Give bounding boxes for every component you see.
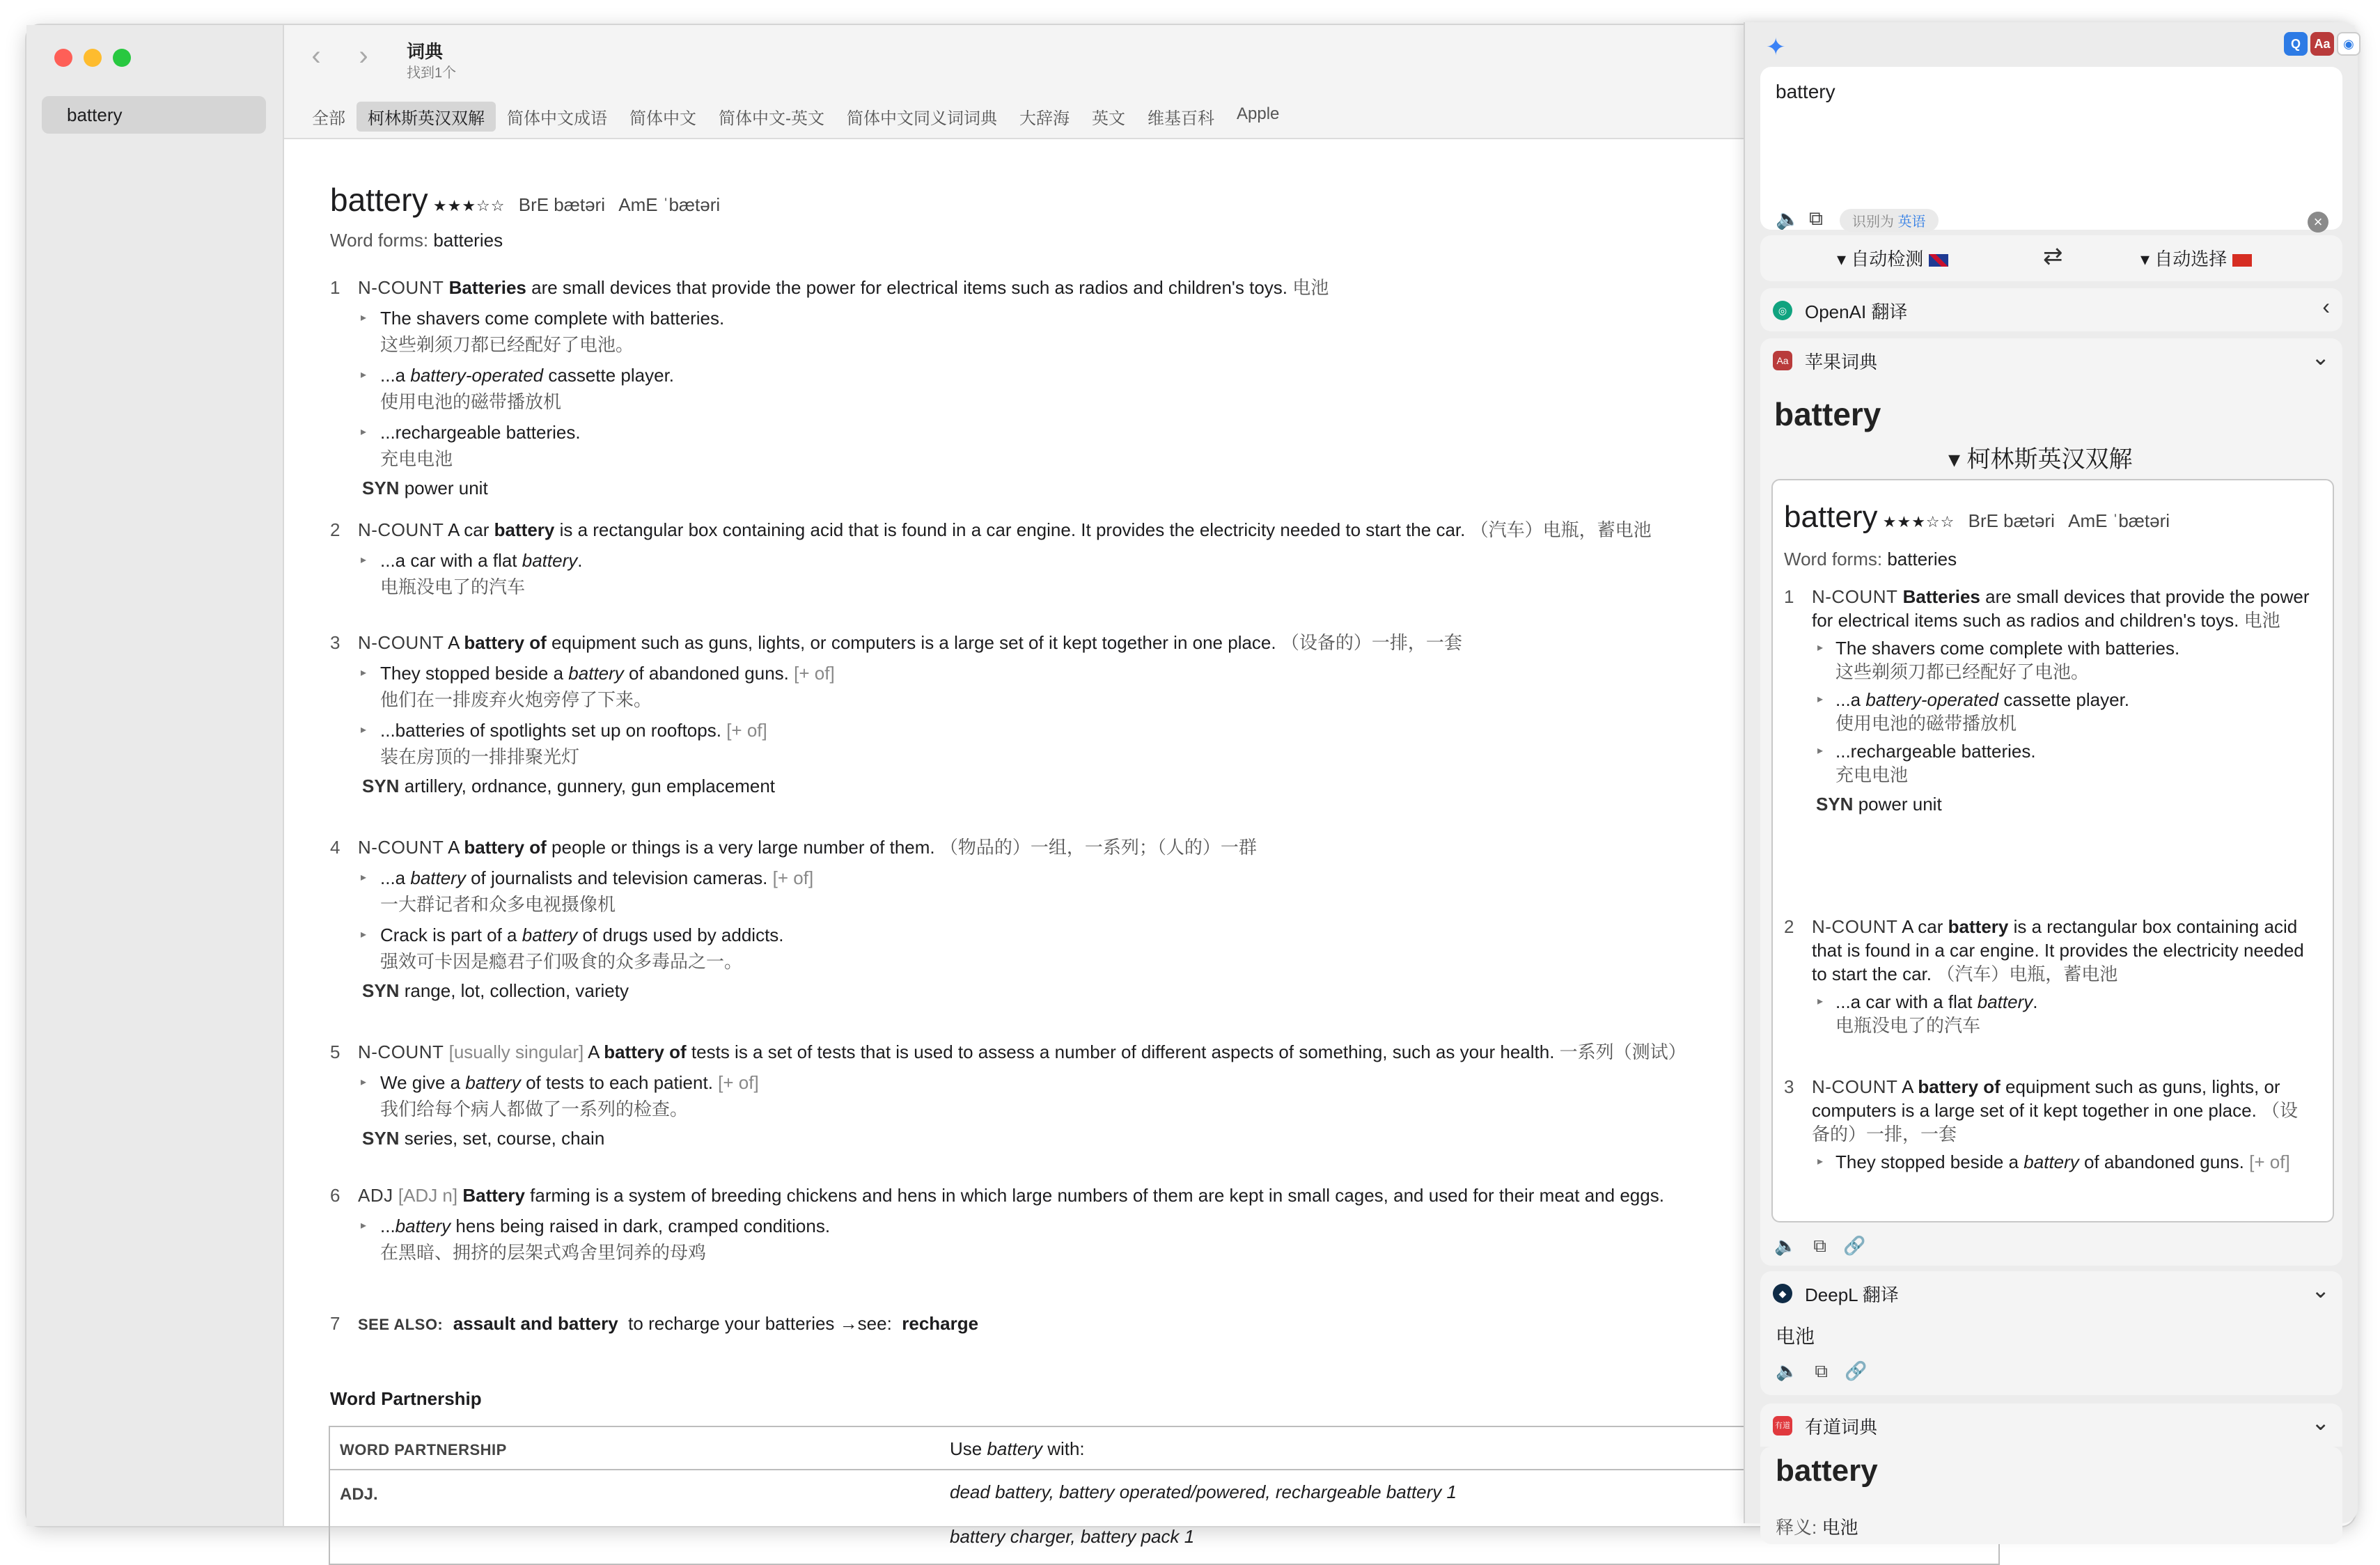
def-keyword: Batteries (1902, 586, 1980, 607)
example-en-post: of abandoned guns. (2078, 1151, 2244, 1172)
example-en-post: cassette player. (1998, 689, 2130, 710)
example-italic: battery (522, 550, 578, 571)
sense-number: 2 (330, 519, 340, 540)
synonym-list: artillery, ordnance, gunnery, gun emplacement (404, 776, 776, 796)
link-icon[interactable]: 🔗 (1844, 1360, 1868, 1381)
frequency-stars: ★★★☆☆ (432, 197, 506, 214)
dictionary-entry-frame (1771, 479, 2334, 1222)
minimize-window-button[interactable] (84, 49, 102, 67)
example-italic: battery (465, 1072, 521, 1093)
result-toolbar (1774, 1235, 1882, 1257)
result-word: battery (1774, 396, 1881, 432)
table-cell: battery charger, battery pack 1 (950, 1526, 1195, 1547)
def-text: equipment such as guns, lights, or computers is a large set of it kept together in one place. (551, 632, 1276, 653)
youdao-icon: 有道 (1773, 1416, 1792, 1436)
speaker-icon[interactable]: 🔈 (1776, 1360, 1799, 1381)
pron-ame: AmE ˈbætəri (2068, 510, 2170, 531)
copy-icon[interactable]: ⧉ (1815, 1360, 1828, 1381)
see-also-link[interactable]: assault and battery (453, 1313, 618, 1334)
example-en: They stopped beside a (380, 663, 569, 684)
def-pre: A car (448, 519, 490, 540)
example-en: They stopped beside a (1835, 1151, 2024, 1172)
tab-collins[interactable]: 柯林斯英汉双解 (357, 102, 496, 132)
example-en: ...a (380, 365, 411, 386)
word-forms-label: Word forms: (1784, 549, 1883, 569)
example-zh: 他们在一排废弃火炮旁停了下来。 (380, 689, 652, 710)
def-chinese: 一系列（测试） (1559, 1041, 1686, 1062)
def-keyword: battery of (464, 632, 547, 653)
apple-dictionary-icon: Aa (1773, 351, 1792, 370)
youdao-result (1760, 1447, 2342, 1544)
example-zh: 使用电池的磁带播放机 (1835, 713, 2017, 734)
synonyms: SYN range, lot, collection, variety (362, 980, 629, 1001)
example-en: Crack is part of a (380, 925, 522, 945)
tab-all[interactable]: 全部 (312, 109, 345, 128)
def-keyword: Battery (462, 1185, 525, 1206)
sense-number: 3 (1784, 1076, 1794, 1097)
word-forms-value: batteries (1887, 549, 1957, 569)
pos-label: ADJ (358, 1185, 393, 1206)
chrome-icon[interactable]: ◉ (2337, 32, 2361, 56)
example-italic: battery-operated (410, 365, 544, 386)
result-toolbar (1776, 1360, 1884, 1383)
example-en-post: of abandoned guns. (623, 663, 789, 684)
example-italic: battery (568, 663, 624, 684)
apple-dict-service-header[interactable] (1760, 338, 2342, 382)
openai-service-header[interactable] (1760, 288, 2342, 331)
definition-label: 释义: (1776, 1517, 1817, 1538)
def-text: equipment such as guns, lights, or computers is a large set of it kept together in one place. (1812, 1076, 2280, 1121)
detect-language: 英语 (1897, 214, 1926, 230)
pos-label: N-COUNT (358, 1041, 444, 1062)
word-forms-label: Word forms: (330, 230, 429, 251)
input-card (1760, 67, 2342, 230)
table-cell: dead battery, battery operated/powered, rechargeable battery 1 (950, 1481, 1457, 1502)
synonyms: SYN power unit (1816, 794, 1942, 815)
example-en-post: of journalists and television cameras. (465, 867, 768, 888)
example-en: ...batteries of spotlights set up on rooftops. (380, 720, 721, 741)
def-pre: A car (1902, 916, 1943, 937)
sense-number: 3 (330, 632, 340, 653)
example-en-post: of drugs used by addicts. (577, 925, 784, 945)
grammar-note: [+ of] (718, 1072, 759, 1093)
grammar-note: [+ of] (794, 663, 835, 684)
def-keyword: battery of (604, 1041, 687, 1062)
example-zh: 电瓶没电了的汽车 (1835, 1015, 1981, 1036)
def-pre: A (588, 1041, 599, 1062)
example-zh: 使用电池的磁带播放机 (380, 391, 562, 412)
def-text: is a rectangular box containing acid that is found in a car engine. It provides the electricity needed to start the car. (559, 519, 1466, 540)
def-keyword: battery (1948, 916, 2009, 937)
dictionary-name: ▾ 柯林斯英汉双解 (1948, 446, 2133, 473)
def-chinese: （物品的）一组，一系列；（人的）一群 (939, 837, 1257, 858)
sense-1 (1784, 585, 2313, 816)
source-language-select[interactable]: ▾ 自动检测 (1837, 245, 1948, 271)
deepl-result (1760, 1314, 2342, 1395)
pron-bre: BrE bætəri (518, 194, 605, 215)
grammar-note: [+ of] (772, 867, 814, 888)
chevron-down-icon[interactable]: ⌄ (2311, 1277, 2330, 1303)
language-selector (1760, 235, 2342, 281)
pos-label: N-COUNT (358, 277, 444, 298)
pos-label: N-COUNT (1812, 1076, 1898, 1097)
detect-label: 识别为 (1852, 214, 1894, 230)
tab-thesaurus[interactable]: 简体中文同义词词典 (847, 109, 997, 128)
copy-icon[interactable]: ⧉ (1813, 1235, 1826, 1256)
sense-number: 2 (1784, 916, 1794, 937)
target-language-label: 自动选择 (2154, 249, 2228, 269)
def-chinese: （汽车）电瓶，蓄电池 (1470, 519, 1652, 540)
synonyms: SYN power unit (362, 478, 488, 498)
result-count: 找到1个 (407, 65, 457, 81)
col2-italic: battery (987, 1438, 1042, 1459)
example-zh: 电瓶没电了的汽车 (380, 576, 526, 597)
example-zh: 这些剃须刀都已经配好了电池。 (380, 334, 634, 355)
synonyms: SYN series, set, course, chain (362, 1128, 605, 1149)
example-en: ...a car with a flat (1835, 991, 1978, 1012)
pos-label: N-COUNT (358, 519, 444, 540)
pos-label: N-COUNT (1812, 916, 1898, 937)
col2-post: with: (1042, 1438, 1085, 1459)
result-word: battery (1776, 1454, 1878, 1488)
tab-english[interactable]: 英文 (1092, 109, 1125, 128)
example-en: ...a (1835, 689, 1866, 710)
china-flag-icon (2232, 254, 2252, 267)
example-en: ...a (380, 867, 411, 888)
service-name: 苹果词典 (1805, 352, 1878, 372)
example (1784, 739, 2313, 787)
see-also-label: SEE ALSO: (358, 1316, 444, 1333)
col2-pre: Use (950, 1438, 987, 1459)
example-zh: 充电电池 (1835, 764, 1909, 785)
word-partnership-heading: Word Partnership (330, 1388, 482, 1409)
synonym-list: power unit (1858, 794, 1942, 815)
example-zh: 这些剃须刀都已经配好了电池。 (1835, 661, 2090, 682)
def-chinese: （设备的）一排，一套 (1281, 632, 1462, 653)
service-name: OpenAI 翻译 (1805, 301, 1908, 322)
tab-idioms[interactable]: 简体中文成语 (507, 109, 607, 128)
sense-number: 6 (330, 1185, 340, 1206)
example (1784, 990, 2313, 1037)
openai-icon: ◎ (1773, 301, 1792, 320)
sense-3 (1784, 1075, 2313, 1174)
definition-text: 电池 (1822, 1517, 1858, 1538)
copy-icon[interactable]: ⧉ (1809, 207, 1823, 229)
table-col2-header (950, 1436, 1085, 1462)
synonym-list: series, set, course, chain (404, 1128, 605, 1149)
chevron-left-icon[interactable]: ‹ (2322, 294, 2330, 319)
headword-row (330, 182, 721, 219)
headword: battery (330, 182, 428, 218)
example-italic: battery (522, 925, 578, 945)
word-forms (1784, 547, 1957, 571)
def-text: are small devices that provide the power for electrical items such as radios and children's toys. (531, 277, 1288, 298)
example-zh: 我们给每个病人都做了一系列的检查。 (380, 1099, 689, 1119)
def-chinese: （设备的）一排，一套 (1812, 1100, 2299, 1145)
def-text: is a rectangular box containing acid that is found in a car engine. It provides the electricity needed to start the car. (1812, 916, 2304, 984)
word-forms (330, 227, 503, 253)
apple-dict-result (1760, 382, 2342, 1266)
def-chinese: 电池 (2244, 610, 2280, 631)
example-en-post: . (577, 550, 583, 571)
tab-wikipedia[interactable]: 维基百科 (1148, 109, 1214, 128)
chevron-down-icon[interactable]: ⌄ (2311, 345, 2330, 370)
example-zh: 充电电池 (380, 448, 453, 469)
example-zh: 强效可卡因是瘾君子们吸食的众多毒品之一。 (380, 951, 743, 972)
youdao-service-header[interactable] (1760, 1403, 2342, 1447)
query-input[interactable]: battery (1776, 81, 1835, 102)
see-also-text: to recharge your batteries →see: (628, 1313, 892, 1334)
link-icon[interactable]: 🔗 (1842, 1235, 1866, 1256)
close-window-button[interactable] (54, 49, 72, 67)
headword-row (1784, 500, 2170, 534)
sense-number: 1 (1784, 586, 1794, 607)
example (1784, 636, 2313, 684)
tab-dacihai[interactable]: 大辞海 (1019, 109, 1070, 128)
headword: battery (1784, 500, 1878, 534)
pos-label: N-COUNT (358, 837, 444, 858)
deepl-icon: ◆ (1773, 1284, 1792, 1303)
def-text: farming is a system of breeding chickens and hens in which large numbers of them are kept in small cages, and used for their meat and eggs. (530, 1185, 1664, 1206)
example-italic: battery-operated (1865, 689, 1999, 710)
service-name: DeepL 翻译 (1805, 1284, 1899, 1305)
maximize-window-button[interactable] (113, 49, 131, 67)
swap-icon[interactable]: ⇄ (2043, 243, 2063, 269)
grammar-note: [ADJ n] (398, 1185, 458, 1206)
synonym-list: power unit (404, 478, 488, 498)
sense-number: 5 (330, 1041, 340, 1062)
example-en-post: of tests to each patient. (520, 1072, 713, 1093)
source-language-label: 自动检测 (1851, 249, 1924, 269)
search-app-icon[interactable]: Q (2284, 32, 2308, 56)
speaker-icon[interactable]: 🔈 (1776, 208, 1800, 230)
example-italic: battery (2023, 1151, 2079, 1172)
def-keyword: battery of (1918, 1076, 2001, 1097)
dictionary-name-label: 柯林斯英汉双解 (1966, 446, 2133, 473)
detected-language-badge (1840, 209, 1939, 232)
example-italic: battery (410, 867, 466, 888)
service-name: 有道词典 (1805, 1417, 1878, 1438)
def-keyword: battery (494, 519, 555, 540)
uk-flag-icon (1929, 254, 1948, 267)
sidebar-item-battery[interactable]: battery (42, 96, 266, 134)
def-chinese: 电池 (1292, 277, 1329, 298)
def-pre: A (448, 837, 460, 858)
example (1784, 688, 2313, 735)
tab-apple[interactable]: Apple (1237, 104, 1280, 123)
def-pre: A (448, 632, 460, 653)
grammar-note: [+ of] (726, 720, 767, 741)
sidebar (26, 25, 284, 1526)
pin-icon[interactable]: ✦ (1766, 34, 1786, 61)
example-en: ... (380, 1216, 396, 1236)
example-en: The shavers come complete with batteries. (380, 308, 725, 329)
grammar-note: [usually singular] (448, 1041, 584, 1062)
example (1784, 1150, 2313, 1174)
sense-2 (1784, 915, 2313, 1037)
def-text: tests is a set of tests that is used to assess a number of different aspects of something, such as your health. (691, 1041, 1555, 1062)
example-en: The shavers come complete with batteries. (1835, 638, 2180, 659)
speaker-icon[interactable]: 🔈 (1774, 1235, 1797, 1256)
synonyms: SYN artillery, ordnance, gunnery, gun emplacement (362, 776, 776, 796)
deepl-service-header[interactable] (1760, 1271, 2342, 1314)
example-en: ...rechargeable batteries. (1835, 741, 2036, 762)
target-language-select[interactable]: ▾ 自动选择 (2140, 245, 2252, 271)
pron-bre: BrE bætəri (1968, 510, 2055, 531)
def-chinese: （汽车）电瓶，蓄电池 (1936, 964, 2118, 984)
tab-chinese-english[interactable]: 简体中文-英文 (719, 109, 824, 128)
clear-icon[interactable]: × (2308, 212, 2328, 233)
example-en-post: hens being raised in dark, cramped conditions. (451, 1216, 831, 1236)
example-italic: battery (1977, 991, 2033, 1012)
sense-number: 7 (330, 1313, 340, 1334)
sense-number: 1 (330, 277, 340, 298)
example-en-post: cassette player. (543, 365, 675, 386)
frequency-stars: ★★★☆☆ (1882, 513, 1955, 530)
example-zh: 在黑暗、拥挤的层架式鸡舍里饲养的母鸡 (380, 1242, 707, 1263)
dictionary-app-icon[interactable]: Aa (2310, 32, 2334, 56)
def-text: are small devices that provide the power for electrical items such as radios and children's toys. (1812, 586, 2310, 631)
table-col1-header: WORD PARTNERSHIP (340, 1441, 507, 1458)
def-pre: A (1902, 1076, 1913, 1097)
see-also-recharge-link[interactable]: recharge (902, 1313, 979, 1334)
example-en: We give a (380, 1072, 466, 1093)
def-text: people or things is a very large number of them. (551, 837, 935, 858)
example-en: ...rechargeable batteries. (380, 422, 581, 443)
def-keyword: battery of (464, 837, 547, 858)
grammar-note: [+ of] (2249, 1151, 2290, 1172)
example-en-post: . (2033, 991, 2038, 1012)
example-zh: 一大群记者和众多电视摄像机 (380, 894, 616, 915)
tab-simplified-chinese[interactable]: 简体中文 (629, 109, 696, 128)
synonym-list: range, lot, collection, variety (404, 980, 629, 1001)
chevron-down-icon[interactable]: ⌄ (2311, 1410, 2330, 1435)
pos-label: N-COUNT (358, 632, 444, 653)
definition-row (1776, 1513, 1858, 1539)
table-row-label: ADJ. (340, 1485, 378, 1504)
pron-ame: AmE ˈbætəri (618, 194, 721, 215)
forward-arrow-icon[interactable]: › (359, 40, 368, 71)
back-arrow-icon[interactable]: ‹ (311, 40, 321, 71)
pos-label: N-COUNT (1812, 586, 1898, 607)
def-keyword: Batteries (448, 277, 526, 298)
window-title: 词典 (407, 41, 444, 62)
example-italic: battery (395, 1216, 451, 1236)
word-forms-value: batteries (433, 230, 503, 251)
translation-text: 电池 (1776, 1326, 1815, 1347)
example-en: ...a car with a flat (380, 550, 522, 571)
example-zh: 装在房顶的一排排聚光灯 (380, 746, 580, 767)
translation-panel (1744, 22, 2358, 1538)
sense-number: 4 (330, 837, 340, 858)
